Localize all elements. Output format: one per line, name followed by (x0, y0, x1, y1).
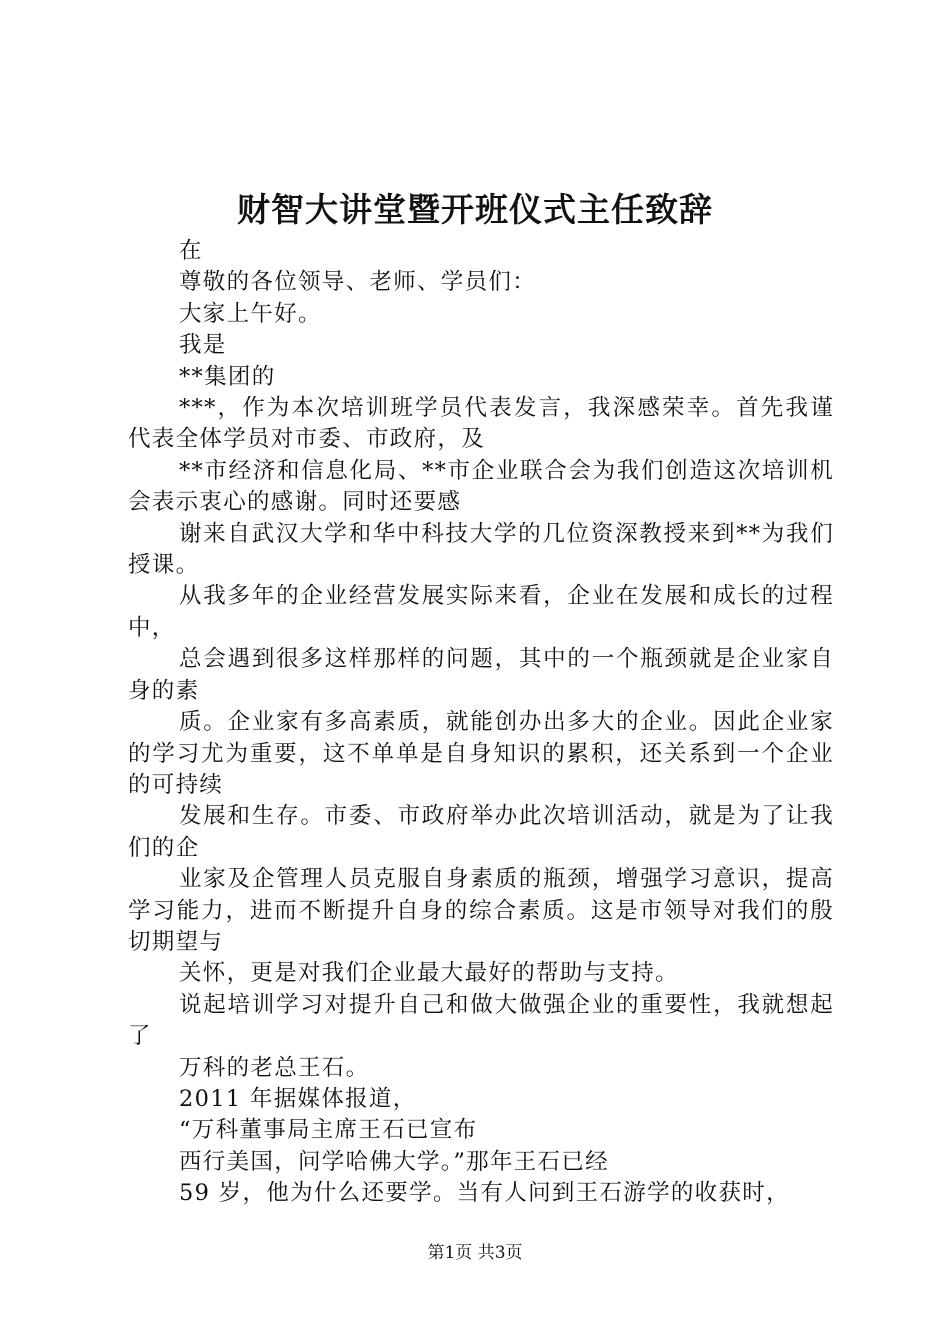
body-paragraph: 万科的老总王石。 (179, 1054, 370, 1081)
body-paragraph: 谢来自武汉大学和华中科技大学的几位资深教授来到**为我们授课。 (128, 520, 834, 579)
body-paragraph: 59 岁，他为什么还要学。当有人问到王石游学的收获时， (179, 1180, 790, 1207)
body-paragraph: “万科董事局主席王石已宣布 (179, 1117, 478, 1144)
body-paragraph: 2011 年据媒体报道， (179, 1085, 417, 1112)
body-paragraph: 总会遇到很多这样那样的问题，其中的一个瓶颈就是企业家自身的素 (128, 646, 834, 704)
body-paragraph: **市经济和信息化局、**市企业联合会为我们创造这次培训机会表示衷心的感谢。同时还要感 (128, 457, 834, 516)
body-paragraph: 西行美国，问学哈佛大学。”那年王石已经 (179, 1148, 609, 1175)
body-paragraph: 发展和生存。市委、市政府举办此次培训活动，就是为了让我们的企 (128, 803, 834, 861)
body-paragraph: 质。企业家有多高素质，就能创办出多大的企业。因此企业家的学习尤为重要，这不单单是自身知识的累积，还关系到一个企业的可持续 (128, 709, 834, 798)
body-paragraph: **集团的 (179, 363, 276, 390)
document-title: 财智大讲堂暨开班仪式主任致辞 (237, 190, 713, 229)
body-paragraph: 从我多年的企业经营发展实际来看，企业在发展和成长的过程中， (128, 583, 834, 641)
body-paragraph: ***，作为本次培训班学员代表发言，我深感荣幸。首先我谨代表全体学员对市委、市政府，及 (128, 395, 834, 453)
body-paragraph: 关怀，更是对我们企业最大最好的帮助与支持。 (179, 960, 679, 987)
body-paragraph: 业家及企管理人员克服自身素质的瓶颈，增强学习意识，提高学习能力，进而不断提升自身的综合素质。这是市领导对我们的殷切期望与 (128, 866, 834, 955)
body-paragraph: 大家上午好。 (179, 300, 322, 327)
body-paragraph: 尊敬的各位领导、老师、学员们： (179, 269, 537, 296)
document-body (128, 236, 834, 1210)
body-paragraph: 我是 (179, 332, 227, 359)
body-paragraph: 在 (179, 238, 203, 264)
page-footer: 第1页 共3页 (427, 1243, 523, 1263)
body-paragraph: 说起培训学习对提升自己和做大做强企业的重要性，我就想起了 (128, 991, 834, 1050)
